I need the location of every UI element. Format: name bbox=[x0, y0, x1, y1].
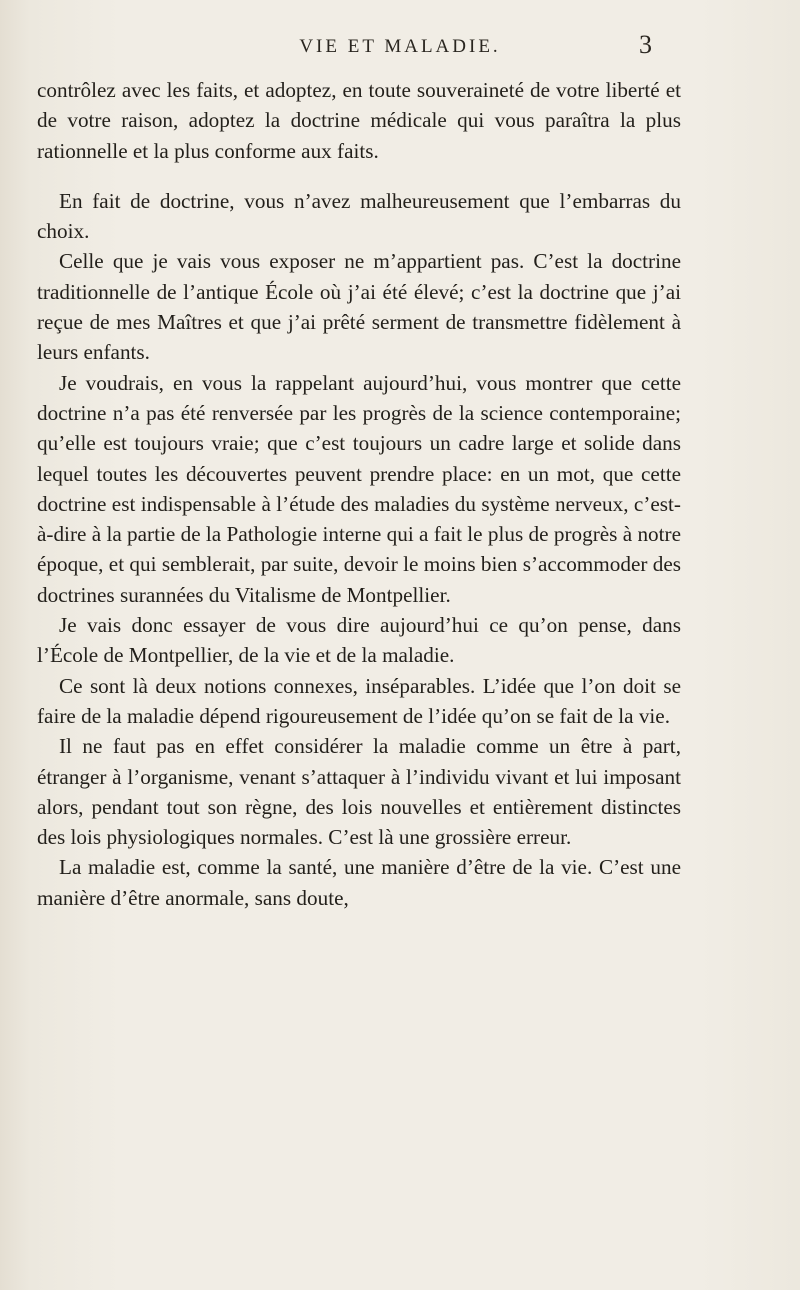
page-number: 3 bbox=[639, 30, 652, 59]
paragraph-7: Il ne faut pas en effet considérer la maladie comme un être à part, étranger à l’organisme, venant s’attaquer à l’individu vivant et lui imposant alors, pendant tout son règne, des lois nouvelles et entièrement distinctes des lois physiologiques normales. C’est là une grossière erreur. bbox=[37, 734, 681, 850]
paragraph-8: La maladie est, comme la santé, une manière d’être de la vie. C’est une manière d’être anormale, sans doute, bbox=[37, 855, 681, 910]
page-header bbox=[0, 30, 800, 66]
paragraph-2: En fait de doctrine, vous n’avez malheureusement que l’embarras du choix. bbox=[37, 188, 681, 244]
paragraph-4: Je voudrais, en vous la rappelant aujourd’hui, vous montrer que cette doctrine n’a pas été renversée par les progrès de la science contemporaine; qu’elle est toujours vraie; que c’est toujours un cadre large et solide dans lequel toutes les découvertes peuvent prendre place: en un mot, que cette doctrine est indispensable à l’étude des maladies du système nerveux, c’est-à-dire à la partie de la Pathologie interne qui a fait le plus de progrès à notre époque, et qui semblerait, par suite, devoir le moins bien s’accommoder des doctrines surannées du Vitalisme de Montpellier. bbox=[37, 370, 681, 607]
paragraph-6: Ce sont là deux notions connexes, inséparables. L’idée que l’on doit se faire de la maladie dépend rigoureusement de l’idée qu’on se fait de la vie. bbox=[37, 673, 681, 728]
body-text bbox=[37, 75, 681, 913]
paragraph-5: Je vais donc essayer de vous dire aujourd’hui ce qu’on pense, dans l’École de Montpellier, de la vie et de la maladie. bbox=[37, 613, 681, 668]
running-title: VIE ET MALADIE. bbox=[299, 36, 501, 57]
paragraph-3: Celle que je vais vous exposer ne m’appartient pas. C’est la doctrine traditionnelle de l’antique École où j’ai été élevé; c’est la doctrine que j’ai reçue de mes Maîtres et que j’ai prêté serment de transmettre fidèlement à leurs enfants. bbox=[37, 249, 681, 365]
paragraph-1: contrôlez avec les faits, et adoptez, en toute souveraineté de votre liberté et de votre raison, adoptez la doctrine médicale qui vous paraîtra la plus rationnelle et la plus conforme aux faits. bbox=[37, 78, 681, 163]
